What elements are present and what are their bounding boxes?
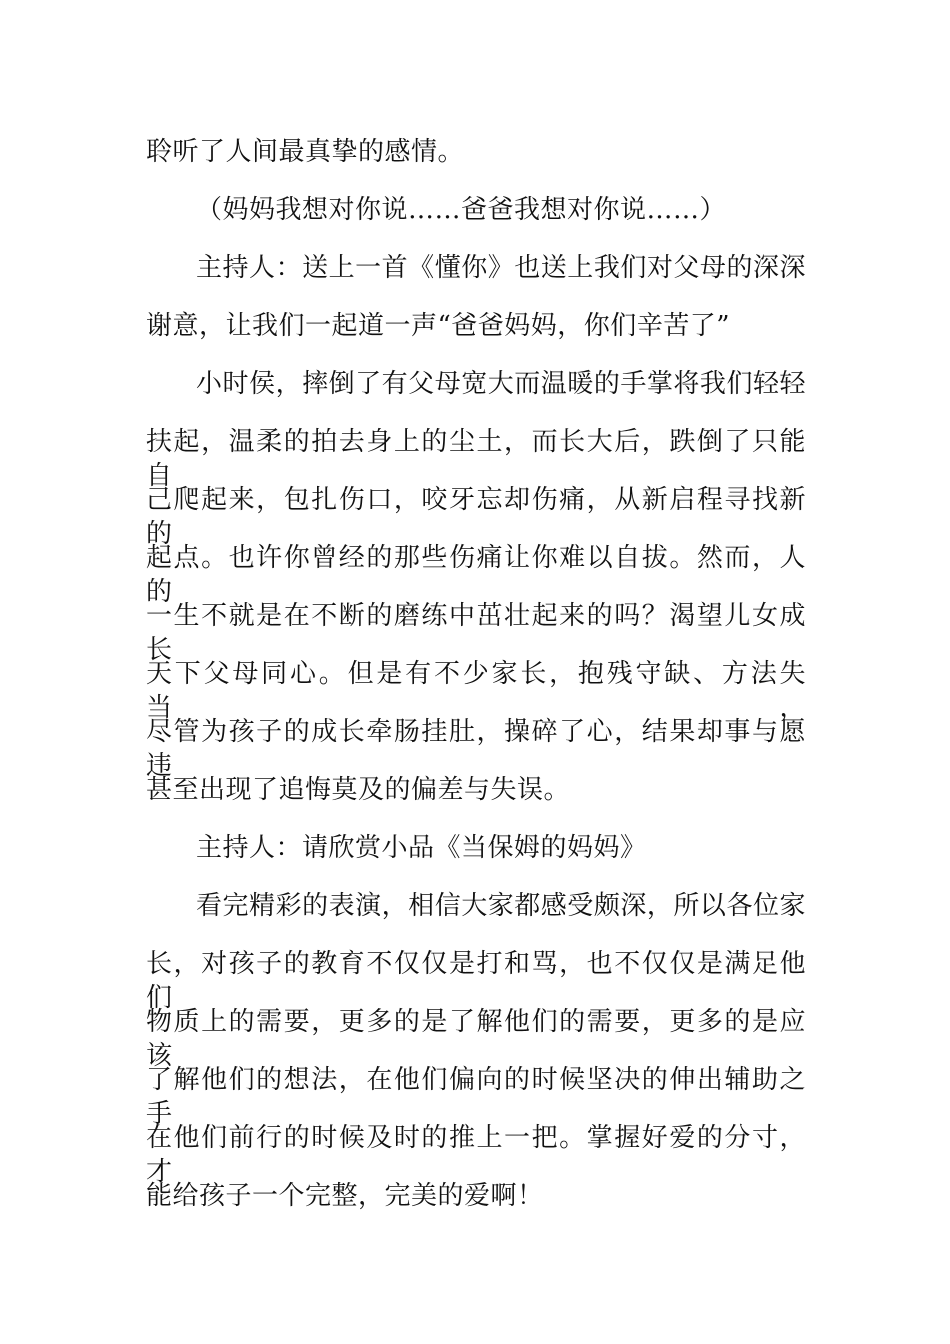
text-line-7: 己爬起来，包扎伤口，咬牙忘却伤痛，从新启程寻找新的 [146,485,806,549]
text-line-9: 一生不就是在不断的磨练中茁壮起来的吗？渴望儿女成长 [146,601,806,665]
text-line-6: 扶起，温柔的拍去身上的尘土，而长大后，跌倒了只能自 [146,427,806,491]
text-line-10: 天下父母同心。但是有不少家长，抱残守缺、方法失当， [146,659,806,723]
text-line-2: （妈妈我想对你说……爸爸我想对你说……） [196,195,727,225]
text-line-17: 了解他们的想法，在他们偏向的时候坚决的伸出辅助之手 [146,1065,806,1129]
text-line-13: 主持人：请欣赏小品《当保姆的妈妈》 [196,833,647,863]
text-line-19: 能给孩子一个完整，完美的爱啊！ [146,1181,544,1211]
text-line-12: 甚至出现了追悔莫及的偏差与失误。 [146,775,571,805]
text-line-1: 聆听了人间最真挚的感情。 [146,137,465,167]
text-line-16: 物质上的需要，更多的是了解他们的需要，更多的是应该 [146,1007,806,1071]
text-line-4: 谢意，让我们一起道一声“爸爸妈妈，你们辛苦了” [146,311,731,341]
text-line-11: 尽管为孩子的成长牵肠挂肚，操碎了心，结果却事与愿违 [146,717,806,781]
text-line-14: 看完精彩的表演，相信大家都感受颇深，所以各位家 [196,891,806,921]
text-line-5: 小时侯，摔倒了有父母宽大而温暖的手掌将我们轻轻 [196,369,806,399]
text-line-8: 起点。也许你曾经的那些伤痛让你难以自拔。然而，人的 [146,543,806,607]
text-line-3: 主持人：送上一首《懂你》也送上我们对父母的深深 [196,253,806,283]
text-line-15: 长，对孩子的教育不仅仅是打和骂，也不仅仅是满足他们 [146,949,806,1013]
text-line-18: 在他们前行的时候及时的推上一把。掌握好爱的分寸，才 [146,1123,806,1187]
